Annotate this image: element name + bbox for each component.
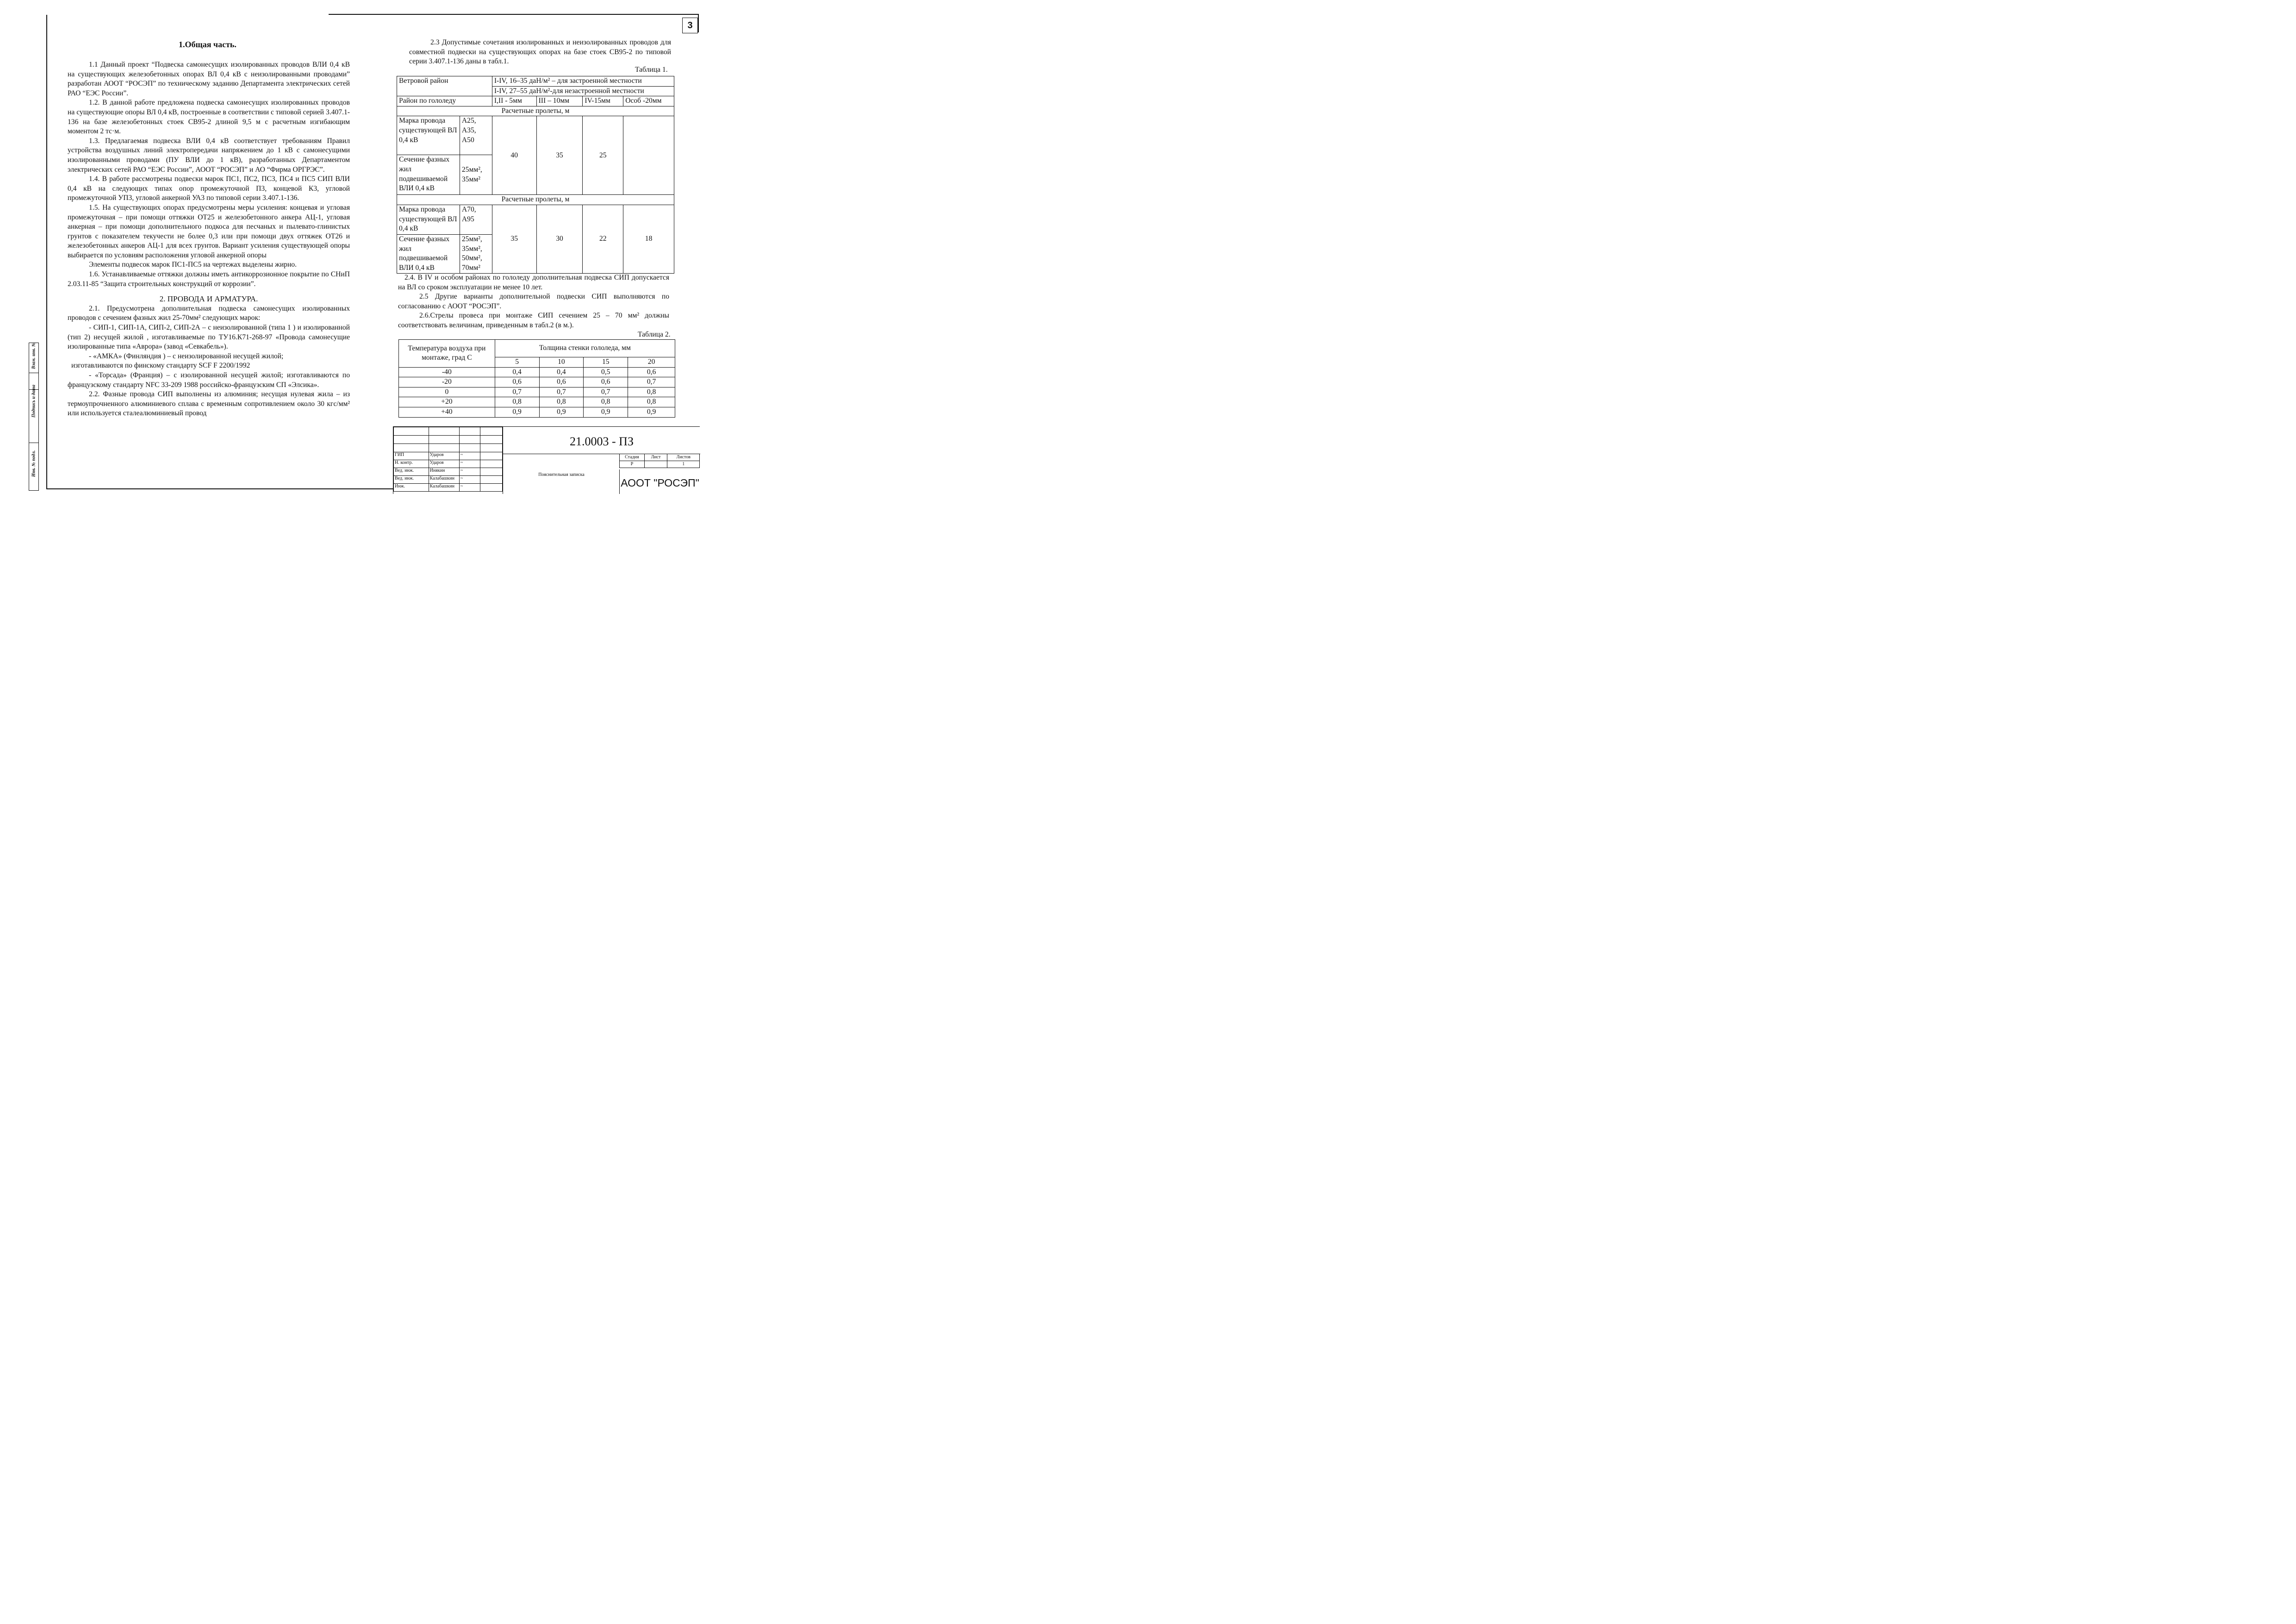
table-row: +20 0,8 0,8 0,8 0,8: [399, 397, 675, 407]
right-text-block: [398, 273, 669, 331]
para-1-6: 1.6. Устанавливаемые оттяжки должны иметь антикоррозионное покрытие по СНиП 2.03.11-85 “Защита строительных конструкций от коррозии”.: [68, 270, 350, 288]
sheets-value: 1: [667, 461, 700, 468]
margin-stamp: [29, 343, 39, 491]
frame-right-line: [698, 14, 699, 32]
section-title-1: 1.Общая часть.: [179, 40, 236, 49]
para-2-3: 2.3 Допустимые сочетания изолированных и неизолированных проводов для совместной подвески на существующих опорах на базе стоек СВ95-2 по типовой серии 3.407.1-136 даны в табл.1.: [409, 38, 671, 66]
stage-label: Стадия: [620, 454, 645, 461]
t1-g1-brand-label: Марка провода существующей ВЛ 0,4 кВ: [397, 116, 460, 155]
para-2-1a: - СИП-1, СИП-1А, СИП-2, СИП-2А – с неизолированной (типа 1 ) и изолированной (тип 2) несущей жилой , изготавливаемые по ТУ16.К71-268-97 «Провода самонесущие изолированные типа «Аврора» (завод «Севкабель»).: [68, 324, 350, 351]
stamp-stage: [619, 454, 700, 468]
table-1: [397, 76, 674, 274]
t2-temp-label: Температура воздуха при монтаже, град С: [399, 340, 495, 368]
t1-g2-val-2: 30: [536, 205, 583, 273]
stamp-role: Н. контр.: [394, 460, 429, 468]
table-row: -40 0,4 0,4 0,5 0,6: [399, 367, 675, 377]
signature: ~: [459, 452, 480, 460]
signature: ~: [459, 460, 480, 468]
para-1-2: 1.2. В данной работе предложена подвеска самонесущих изолированных проводов на существующие опоры ВЛ 0,4 кВ, построенные в соответствии с типовой серией 3.407.1-136 на базе железобетонных стоек СВ95-2 длиной 9,5 м с расчетным изгибающим моментом 2 тс·м.: [68, 99, 350, 136]
t1-ice-2: III – 10мм: [536, 96, 583, 106]
t1-ice-3: IV-15мм: [583, 96, 623, 106]
para-2-1c: - «Торсада» (Франция) – с изолированной несущей жилой; изготавливаются по французскому стандарту NFC 33-209 1988 российско-французским СП «Элсика».: [68, 371, 350, 389]
table2-caption: Таблица 2.: [638, 331, 671, 338]
sheet-value: [644, 461, 667, 468]
t1-g1-secs: 25мм², 35мм²: [460, 155, 492, 195]
t1-g2-secs: 25мм², 35мм², 50мм², 70мм²: [460, 234, 492, 273]
t1-wind-2: I-IV, 27–55 даН/м²-для незастроенной местности: [492, 86, 674, 96]
stamp-role: Инж.: [394, 484, 429, 492]
signature: ~: [459, 468, 480, 476]
t1-g2-brands: А70, А95: [460, 205, 492, 234]
t2-ice-label: Толщина стенки гололеда, мм: [495, 340, 675, 357]
margin-inv-no: Взам. инв. №: [29, 343, 38, 373]
left-text-block: [68, 60, 350, 418]
t2-col-3: 15: [584, 357, 628, 368]
stamp-name: Калабашкин: [429, 484, 459, 492]
t1-g1-val-3: 25: [583, 116, 623, 195]
frame-left-line: [46, 15, 47, 489]
stamp-role: Вед. инж.: [394, 476, 429, 484]
para-1-5b: Элементы подвесок марок ПС1-ПС5 на чертежах выделены жирно.: [89, 261, 297, 269]
t1-g2-sec-label: Сечение фазных жил подвешиваемой ВЛИ 0,4 кВ: [397, 234, 460, 273]
para-2-2: 2.2. Фазные провода СИП выполнены из алюминия; несущая нулевая жила – из термоупрочненного алюминиевого сплава с временным сопротивлением около 30 кгс/мм² или используется сталеалюминиевый провод: [68, 390, 350, 418]
t1-wind-label: Ветровой район: [397, 76, 492, 96]
t1-g1-val-1: 40: [492, 116, 536, 195]
stage-value: Р: [620, 461, 645, 468]
t1-g2-val-3: 22: [583, 205, 623, 273]
stamp-name: Ударов: [429, 452, 459, 460]
para-1-3: 1.3. Предлагаемая подвеска ВЛИ 0,4 кВ соответствует требованиям Правил устройства воздушных линий электропередачи напряжением до 1 кВ с самонесущими изолированными проводами (ПУ ВЛИ до 1 кВ), разработанных Департаментом электрических сетей РАО “ЕЭС России”, АООТ “РОСЭП” и АО “Фирма ОРГРЭС”.: [68, 137, 350, 174]
t1-g2-val-4: 18: [623, 205, 674, 273]
document-code: 21.0003 - ПЗ: [503, 427, 700, 454]
table-row: 0 0,7 0,7 0,7 0,8: [399, 387, 675, 397]
table1-caption: Таблица 1.: [635, 66, 668, 74]
para-2-1b: - «АМКА» (Финляндия ) – с неизолированной несущей жилой;: [89, 352, 284, 360]
page-number: 3: [682, 18, 698, 33]
table-row: -20 0,6 0,6 0,6 0,7: [399, 377, 675, 387]
t2-col-1: 5: [495, 357, 539, 368]
title-block: [393, 426, 700, 494]
t1-g1-val-2: 35: [536, 116, 583, 195]
margin-inv-label: Инв. № подл.: [31, 450, 37, 477]
t1-g1-brands: А25, А35, А50: [460, 116, 492, 155]
sheet-label: Лист: [644, 454, 667, 461]
table-row: +40 0,9 0,9 0,9 0,9: [399, 407, 675, 417]
t1-spans-header-2: Расчетные пролеты, м: [397, 195, 674, 205]
para-1-5: 1.5. На существующих опорах предусмотрены меры усиления: концевая и угловая промежуточная – при помощи оттяжки ОТ25 и железобетонного анкера АЦ-1, угловая анкерная – при помощи дополнительного подкоса для песчаных и пылевато-глинистых грунтов с показателем текучести не более 0,3 или при помощи двух оттяжек ОТ26 и железобетонных анкеров АЦ-1 для всех грунтов. Вариант усиления существующей опоры выбирается по условиям расположения угловой анкерной опоры: [68, 203, 350, 259]
stamp-name: Ударов: [429, 460, 459, 468]
t1-wind-1: I-IV, 16–35 даН/м² – для застроенной местности: [492, 76, 674, 87]
para-1-4: 1.4. В работе рассмотрены подвески марок ПС1, ПС2, ПС3, ПС4 и ПС5 СИП ВЛИ 0,4 кВ на следующих типах опор промежуточной П3, концевой К3, угловой промежуточной УП3, угловой анкерной УА3 по типовой серии 3.407.1-136.: [68, 175, 350, 202]
t1-g1-sec-label: Сечение фазных жил подвешиваемой ВЛИ 0,4 кВ: [397, 155, 460, 195]
section-title-2: 2. ПРОВОДА И АРМАТУРА.: [159, 294, 258, 304]
t1-ice-1: I,II - 5мм: [492, 96, 536, 106]
t1-g2-val-1: 35: [492, 205, 536, 273]
t2-col-2: 10: [539, 357, 584, 368]
stamp-name: Инякин: [429, 468, 459, 476]
stamp-name: Калабашкин: [429, 476, 459, 484]
t2-col-4: 20: [628, 357, 675, 368]
t1-ice-4: Особ -20мм: [623, 96, 674, 106]
para-2-4: 2.4. В IV и особом районах по гололеду дополнительная подвеска СИП допускается на ВЛ со сроком эксплуатации не менее 10 лет.: [398, 274, 669, 291]
para-2-1b2: изготавливаются по финскому стандарту SCF F 2200/1992: [71, 362, 250, 370]
frame-bottom-line: [46, 488, 393, 489]
frame-top-line: [329, 14, 699, 15]
para-2-6: 2.6.Стрелы провеса при монтаже СИП сечением 25 – 70 мм² должны соответствовать величинам, приведенным в табл.2 (в м.).: [398, 312, 669, 329]
para-1-1: 1.1 Данный проект “Подвеска самонесущих изолированных проводов ВЛИ 0,4 кВ на существующих железобетонных опорах ВЛ 0,4 кВ с неизолированными проводами” разработан АООТ “РОСЭП” по техническому заданию Департамента электрических сетей РАО “ЕЭС России”.: [68, 61, 350, 97]
organization: АООТ "РОСЭП": [619, 469, 700, 494]
stamp-role: ГИП: [394, 452, 429, 460]
margin-sign-label: Подпись и дата: [31, 384, 37, 418]
sheets-label: Листов: [667, 454, 700, 461]
stamp-role: Вед. инж.: [394, 468, 429, 476]
para-2-5: 2.5 Другие варианты дополнительной подвески СИП выполняются по согласованию с АООТ “РОСЭП”.: [398, 293, 669, 310]
signature: ~: [459, 484, 480, 492]
t1-g1-val-4: [623, 116, 674, 195]
t1-g2-brand-label: Марка провода существующей ВЛ 0,4 кВ: [397, 205, 460, 234]
t1-spans-header-1: Расчетные пролеты, м: [397, 106, 674, 116]
para-2-1: 2.1. Предусмотрена дополнительная подвеска самонесущих изолированных проводов с сечением фазных жил 25-70мм² следующих марок:: [68, 304, 350, 322]
table-2: [398, 339, 675, 418]
stamp-signatures: [393, 427, 503, 492]
document-title: Пояснительная записка: [503, 454, 620, 494]
signature: ~: [459, 476, 480, 484]
t1-ice-label: Район по гололеду: [397, 96, 492, 106]
